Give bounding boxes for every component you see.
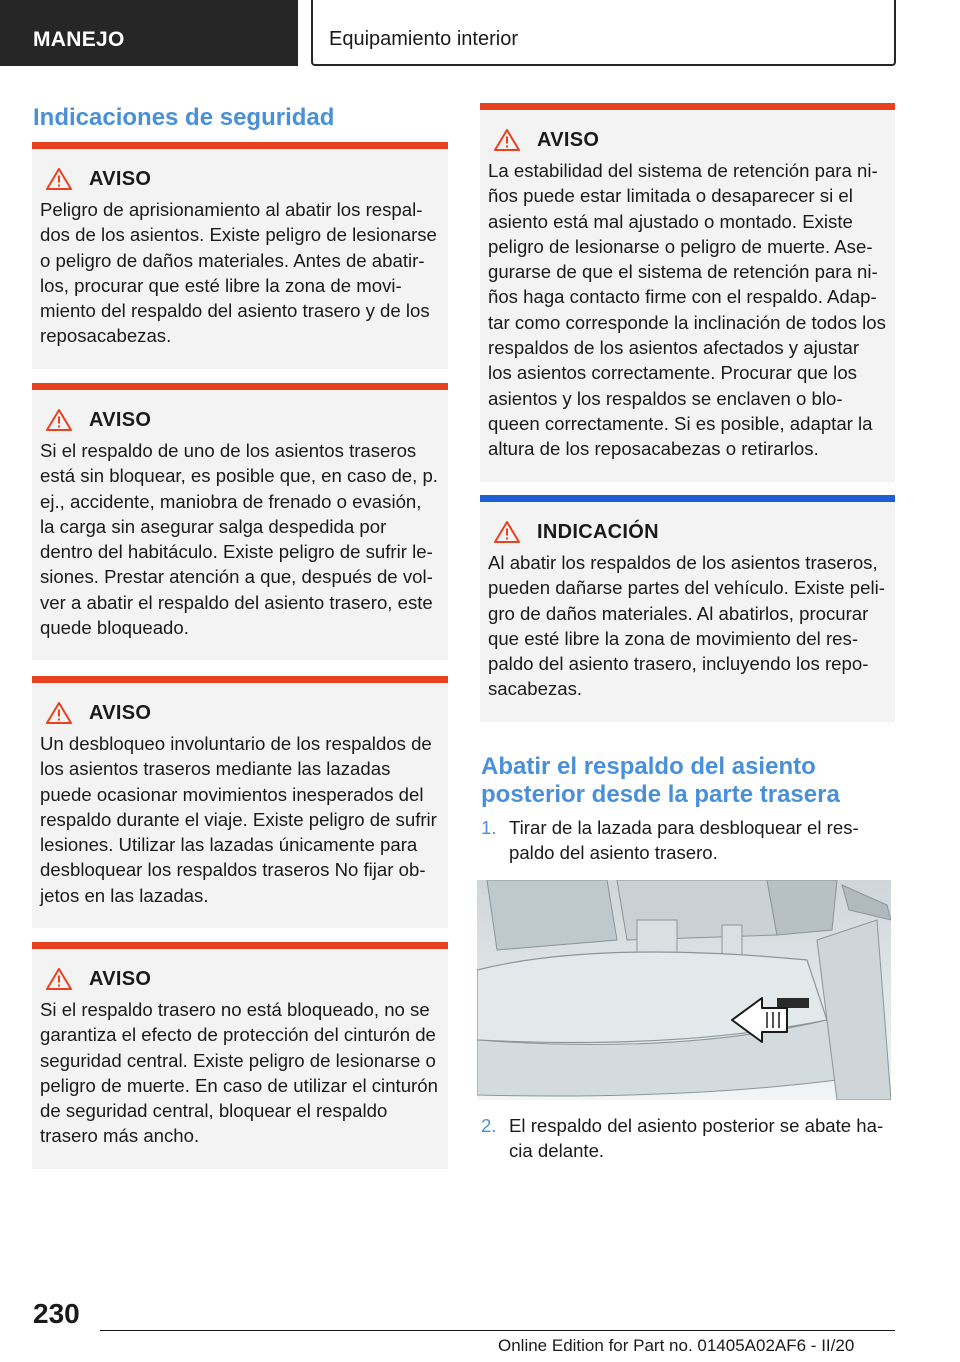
chapter-label: MANEJO <box>33 28 125 51</box>
warning-triangle-icon <box>493 128 521 152</box>
step-number: 1. <box>481 817 497 838</box>
warning-triangle-icon <box>493 520 521 544</box>
warning-box-2 <box>32 383 448 660</box>
procedure-heading: Abatir el respaldo del asiento posterior desde la parte trasera <box>481 753 840 808</box>
warning-triangle-icon <box>45 701 73 725</box>
notice-box <box>480 495 895 722</box>
chapter-tab <box>0 0 298 66</box>
footer-divider <box>100 1330 895 1331</box>
warning-box-5 <box>480 103 895 482</box>
warning-triangle-icon <box>45 167 73 191</box>
section-tab <box>311 0 896 66</box>
page-number: 230 <box>33 1298 80 1329</box>
step-item <box>481 1113 893 1164</box>
notice-label: INDICACIÓN <box>537 520 659 543</box>
warning-label: AVISO <box>89 701 152 724</box>
warning-label: AVISO <box>89 167 152 190</box>
warning-label: AVISO <box>89 408 152 431</box>
warning-triangle-icon <box>45 967 73 991</box>
warning-text: La estabilidad del sistema de retención para niños puede estar limitada o desaparecer si el asiento está mal ajustado o montado. Existe peligro de lesionarse o peligro de muerte. Asegurarse de que el sistema de retención para niños haga contacto firme con el respaldo. Adaptar como corresponde la inclinación de todos los respaldos de los asientos afectados y ajustar los asientos correctamente. Procurar que los asientos y los respaldos se enclaven o bloqueen correctamente. Si es posible, adaptar la altura de los reposacabezas o retirarlos. <box>488 160 886 460</box>
warning-label: AVISO <box>89 967 152 990</box>
section-label: Equipamiento interior <box>329 28 518 50</box>
step-item <box>481 815 893 866</box>
seat-illustration-drawing <box>477 880 891 1100</box>
step-text: Tirar de la lazada para desbloquear el respaldo del asiento trasero. <box>509 817 859 864</box>
warning-box-3 <box>32 676 448 928</box>
warning-text: Si el respaldo trasero no está bloqueado, no se garantiza el efecto de protección del cinturón de seguridad central. Existe peligro de lesionarse o peligro de muerte. En caso de utilizar el cinturón de seguridad central, bloquear el respaldo trasero más ancho. <box>40 999 438 1147</box>
seat-release-illustration <box>477 880 891 1100</box>
warning-label: AVISO <box>537 128 600 151</box>
warning-box-1 <box>32 142 448 369</box>
warning-text: Un desbloqueo involuntario de los respaldos de los asientos traseros mediante las lazadas puede ocasionar movimientos inesperados del respaldo durante el viaje. Existe peligro de sufrir lesiones. Utilizar las lazadas únicamente para desbloquear los respaldos traseros No fijar objetos en las lazadas. <box>40 733 437 906</box>
warning-box-4 <box>32 942 448 1169</box>
warning-text: Peligro de aprisionamiento al abatir los respaldos de los asientos. Existe peligro de lesionarse o peligro de daños materiales. Antes de abatirlos, procurar que esté libre la zona de movimiento del respaldo del asiento trasero y de los reposacabezas. <box>40 199 437 347</box>
edition-note: Online Edition for Part no. 01405A02AF6 - II/20 <box>498 1336 855 1355</box>
step-text: El respaldo del asiento posterior se abate hacia delante. <box>509 1115 884 1162</box>
warning-text: Si el respaldo de uno de los asientos traseros está sin bloquear, es posible que, en caso de, p. ej., accidente, maniobra de frenado o evasión, la carga sin asegurar salga despedida por dentro del habitáculo. Existe peligro de sufrir lesiones. Prestar atención a que, después de volver a abatir el respaldo del asiento trasero, este quede bloqueado. <box>40 440 438 639</box>
step-number: 2. <box>481 1115 497 1136</box>
notice-text: Al abatir los respaldos de los asientos traseros, pueden dañarse partes del vehículo. Existe peligro de daños materiales. Al abatirlos, procurar que esté libre la zona de movimiento del respaldo del asiento trasero, incluyendo los reposacabezas. <box>488 552 885 700</box>
warning-triangle-icon <box>45 408 73 432</box>
section-heading-safety: Indicaciones de seguridad <box>33 104 335 131</box>
